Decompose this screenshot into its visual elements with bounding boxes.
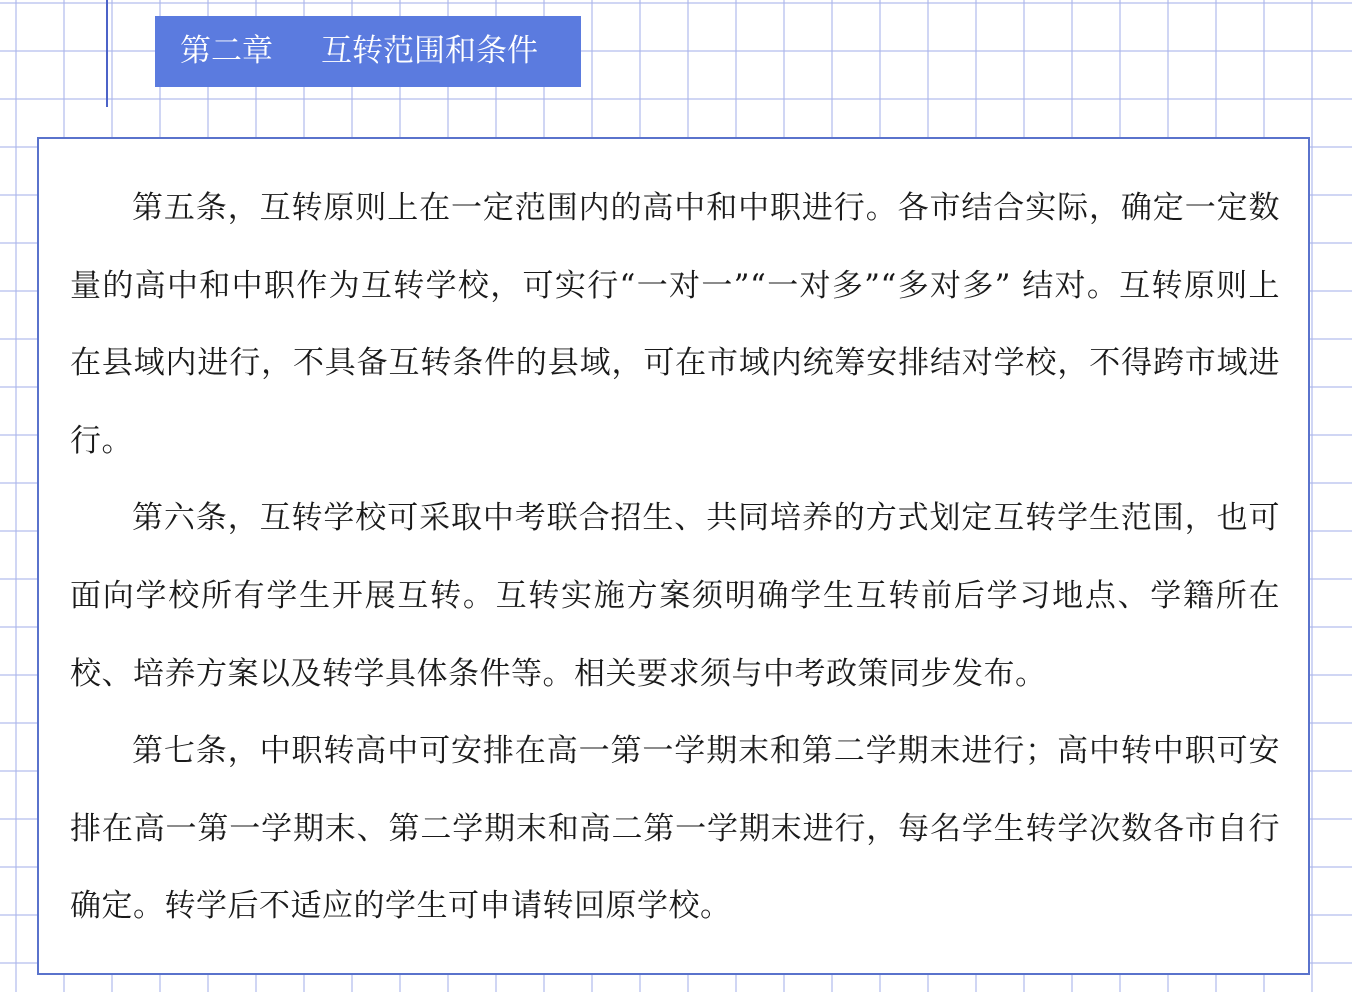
article-6: 第六条，互转学校可采取中考联合招生、共同培养的方式划定互转学生范围，也可面向学校所有学生开展互转。互转实施方案须明确学生互转前后学习地点、学籍所在校、培养方案以及转学具体条件等。相关要求须与中考政策同步发布。 [70, 500, 1280, 692]
article-5: 第五条，互转原则上在一定范围内的高中和中职进行。各市结合实际，确定一定数量的高中和中职作为互转学校，可实行“一对一”“一对多”“多对多” 结对。互转原则上在县域内进行，不具备互转条件的县域，可在市域内统筹安排结对学校，不得跨市域进行。 [70, 190, 1280, 459]
article-content-box [37, 137, 1310, 975]
decorative-vertical-rule [106, 0, 108, 107]
chapter-number: 第二章 [180, 33, 273, 69]
chapter-heading [155, 16, 581, 87]
article-7: 第七条，中职转高中可安排在高一第一学期末和第二学期末进行；高中转中职可安排在高一第一学期末、第二学期末和高二第一学期末进行，每名学生转学次数各市自行确定。转学后不适应的学生可申请转回原学校。 [70, 733, 1280, 925]
chapter-title: 互转范围和条件 [321, 33, 538, 69]
